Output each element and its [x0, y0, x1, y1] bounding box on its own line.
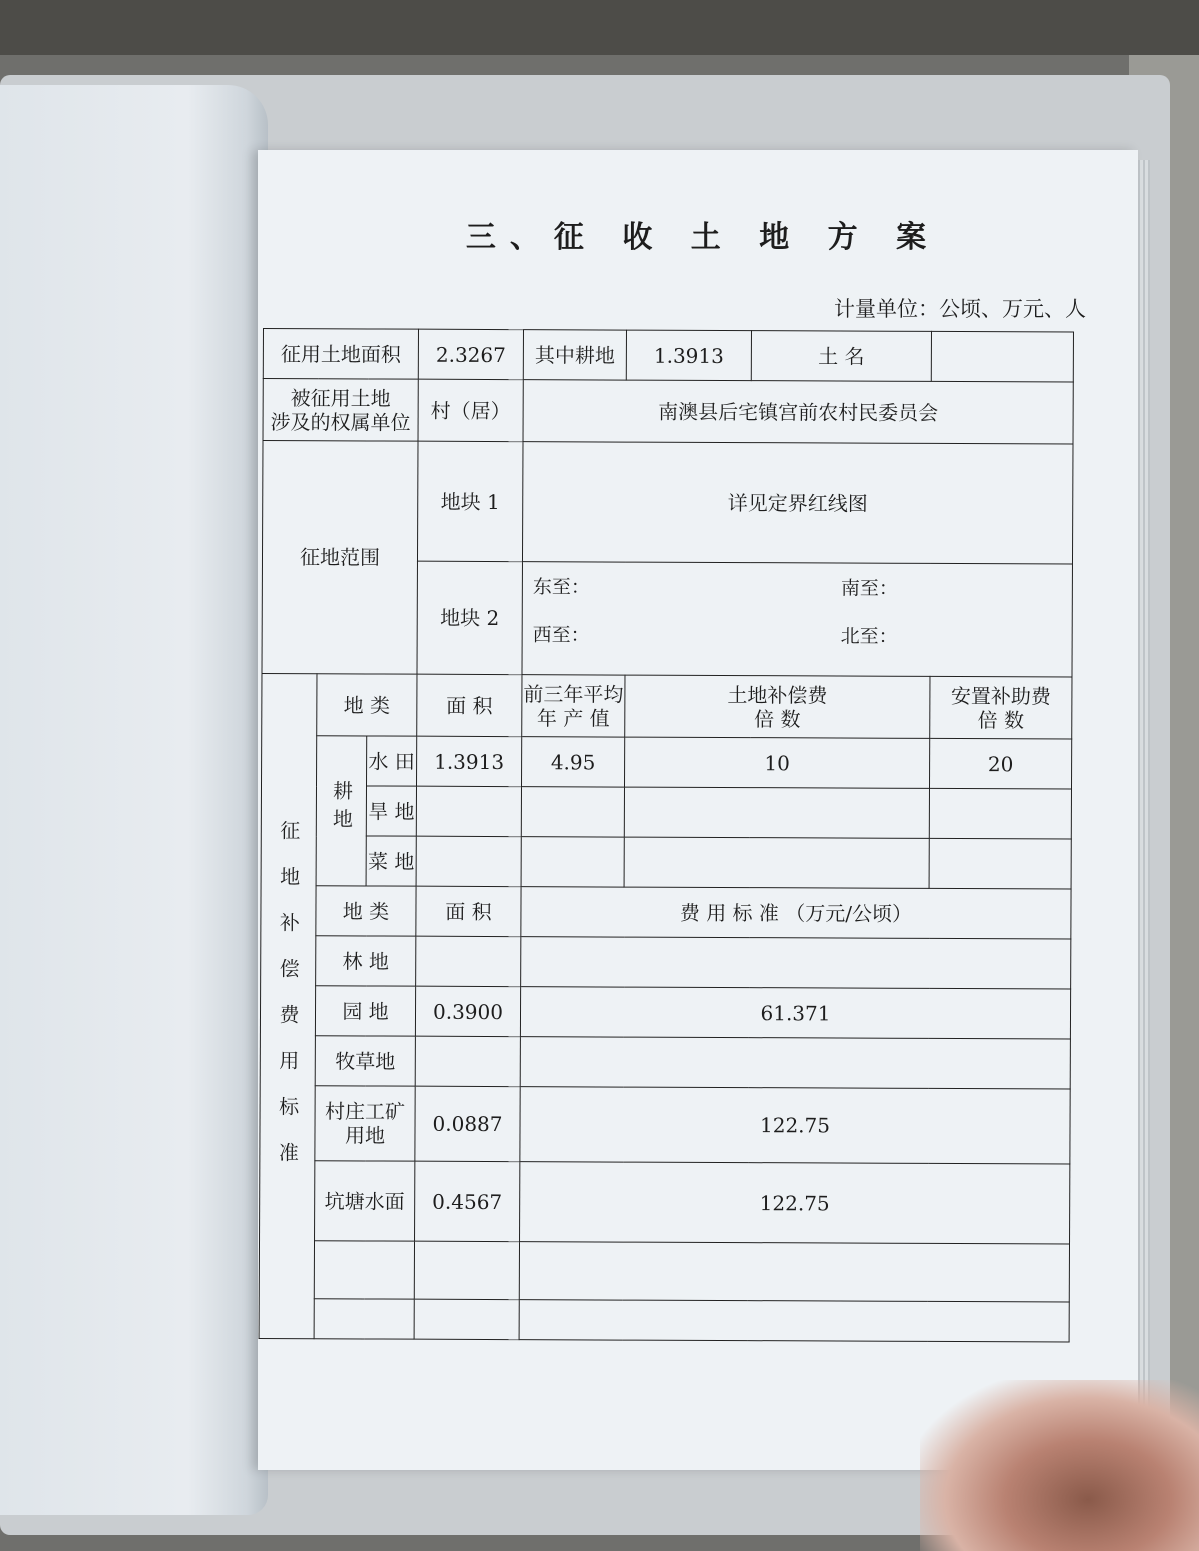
parcel1-label: 地块 1 — [417, 441, 523, 561]
header-resettle — [930, 676, 1072, 739]
parcel2-label: 地块 2 — [417, 561, 522, 674]
header-comp-multiple — [625, 675, 930, 738]
village-value: 南澳县后宅镇宫前农村民委员会 — [523, 380, 1073, 444]
ownership-label-line1: 被征用土地 — [290, 385, 391, 411]
header-resettle-line2: 倍 数 — [977, 707, 1025, 732]
ownership-label-line2: 涉及的权属单位 — [270, 409, 411, 435]
row-parcel1 — [262, 441, 1073, 565]
cultivated-resettle: 20 — [930, 738, 1072, 789]
cultivated-area — [416, 786, 521, 836]
cultivated-type: 旱 地 — [366, 786, 416, 836]
row-cultivated-header — [262, 673, 1072, 739]
farmland-value: 1.3913 — [626, 330, 751, 381]
other-type — [314, 1299, 414, 1339]
north-bound: 北至： — [840, 625, 898, 648]
table-row — [259, 1298, 1069, 1342]
requisition-area-label: 征用土地面积 — [263, 329, 418, 380]
row-ownership — [263, 379, 1073, 445]
header-land-type-2: 地 类 — [316, 886, 416, 936]
header-fee: 费 用 标 准 （万元/公顷） — [521, 887, 1071, 939]
unit-label: 计量单位：公顷、万元、人 — [834, 297, 1086, 321]
scope-label: 征地范围 — [262, 441, 418, 675]
other-area: 0.4567 — [415, 1161, 520, 1241]
table-row — [261, 835, 1071, 889]
other-type — [314, 1241, 414, 1299]
cultivated-output — [521, 837, 624, 887]
other-fee: 122.75 — [520, 1162, 1070, 1244]
other-fee: 122.75 — [520, 1087, 1070, 1164]
east-bound: 东至： — [532, 576, 590, 599]
other-type: 林 地 — [316, 936, 416, 986]
header-area-2: 面 积 — [416, 886, 521, 936]
parcel1-value: 详见定界红线图 — [522, 442, 1073, 564]
requisition-area-value: 2.3267 — [418, 329, 523, 379]
land-name-label: 土 名 — [751, 331, 931, 382]
finger-shadow — [920, 1380, 1199, 1551]
document-page — [258, 150, 1138, 1470]
other-area: 0.0887 — [415, 1086, 520, 1161]
cultivated-output: 4.95 — [522, 737, 625, 787]
south-bound: 南至： — [840, 577, 898, 600]
header-output-line1: 前三年平均 — [523, 681, 624, 707]
other-type: 村庄工矿用地 — [315, 1086, 415, 1161]
table-row — [260, 985, 1070, 1039]
other-area — [414, 1241, 519, 1299]
land-name-value — [931, 331, 1073, 382]
cultivated-area — [416, 836, 521, 886]
cultivated-label: 耕地 — [329, 780, 354, 837]
page-title: 三、征 收 土 地 方 案 — [465, 220, 941, 255]
other-type: 园 地 — [315, 986, 415, 1036]
cultivated-comp — [624, 837, 929, 888]
west-bound: 西至： — [532, 624, 590, 647]
header-land-type: 地 类 — [317, 674, 417, 736]
table-row — [262, 735, 1072, 789]
other-area — [416, 936, 521, 986]
other-area: 0.3900 — [415, 986, 520, 1036]
other-fee: 61.371 — [520, 987, 1070, 1039]
header-output — [522, 675, 625, 737]
cultivated-resettle — [929, 838, 1071, 889]
cultivated-area: 1.3913 — [417, 736, 522, 786]
cultivated-comp: 10 — [625, 737, 930, 788]
table-row — [260, 1160, 1070, 1244]
land-requisition-table — [259, 328, 1074, 1343]
table-row — [259, 1240, 1069, 1302]
table-row — [261, 785, 1071, 839]
row-other-header — [261, 885, 1071, 939]
header-output-line2: 年 产 值 — [536, 705, 610, 731]
compensation-label: 征地补偿费用标准 — [275, 819, 301, 1188]
cultivated-resettle — [929, 788, 1071, 839]
table-row — [260, 1085, 1070, 1164]
desk-background — [0, 0, 1199, 55]
table-row — [260, 1035, 1070, 1089]
header-area: 面 积 — [417, 674, 522, 736]
cultivated-comp — [624, 787, 929, 838]
other-area — [415, 1036, 520, 1086]
ownership-label — [263, 379, 418, 442]
other-type: 坑塘水面 — [315, 1161, 415, 1241]
other-type: 牧草地 — [315, 1036, 415, 1086]
other-area — [414, 1299, 519, 1339]
cultivated-output — [521, 787, 624, 837]
left-page — [0, 85, 268, 1515]
row-area — [263, 329, 1073, 383]
parcel2-bounds — [522, 562, 1072, 677]
village-label: 村（居） — [418, 379, 523, 441]
cultivated-type: 菜 地 — [366, 836, 416, 886]
header-resettle-line1: 安置补助费 — [950, 683, 1051, 708]
table-row — [261, 935, 1071, 989]
other-fee — [519, 1300, 1069, 1342]
header-comp-line2: 倍 数 — [754, 706, 801, 731]
other-fee — [521, 937, 1071, 989]
cultivated-label-cell — [316, 736, 367, 886]
other-fee — [520, 1037, 1070, 1089]
farmland-label: 其中耕地 — [523, 330, 626, 380]
cultivated-type: 水 田 — [367, 736, 417, 786]
header-comp-line1: 土地补偿费 — [727, 682, 828, 707]
compensation-label-cell — [259, 673, 317, 1338]
other-fee — [519, 1242, 1069, 1302]
